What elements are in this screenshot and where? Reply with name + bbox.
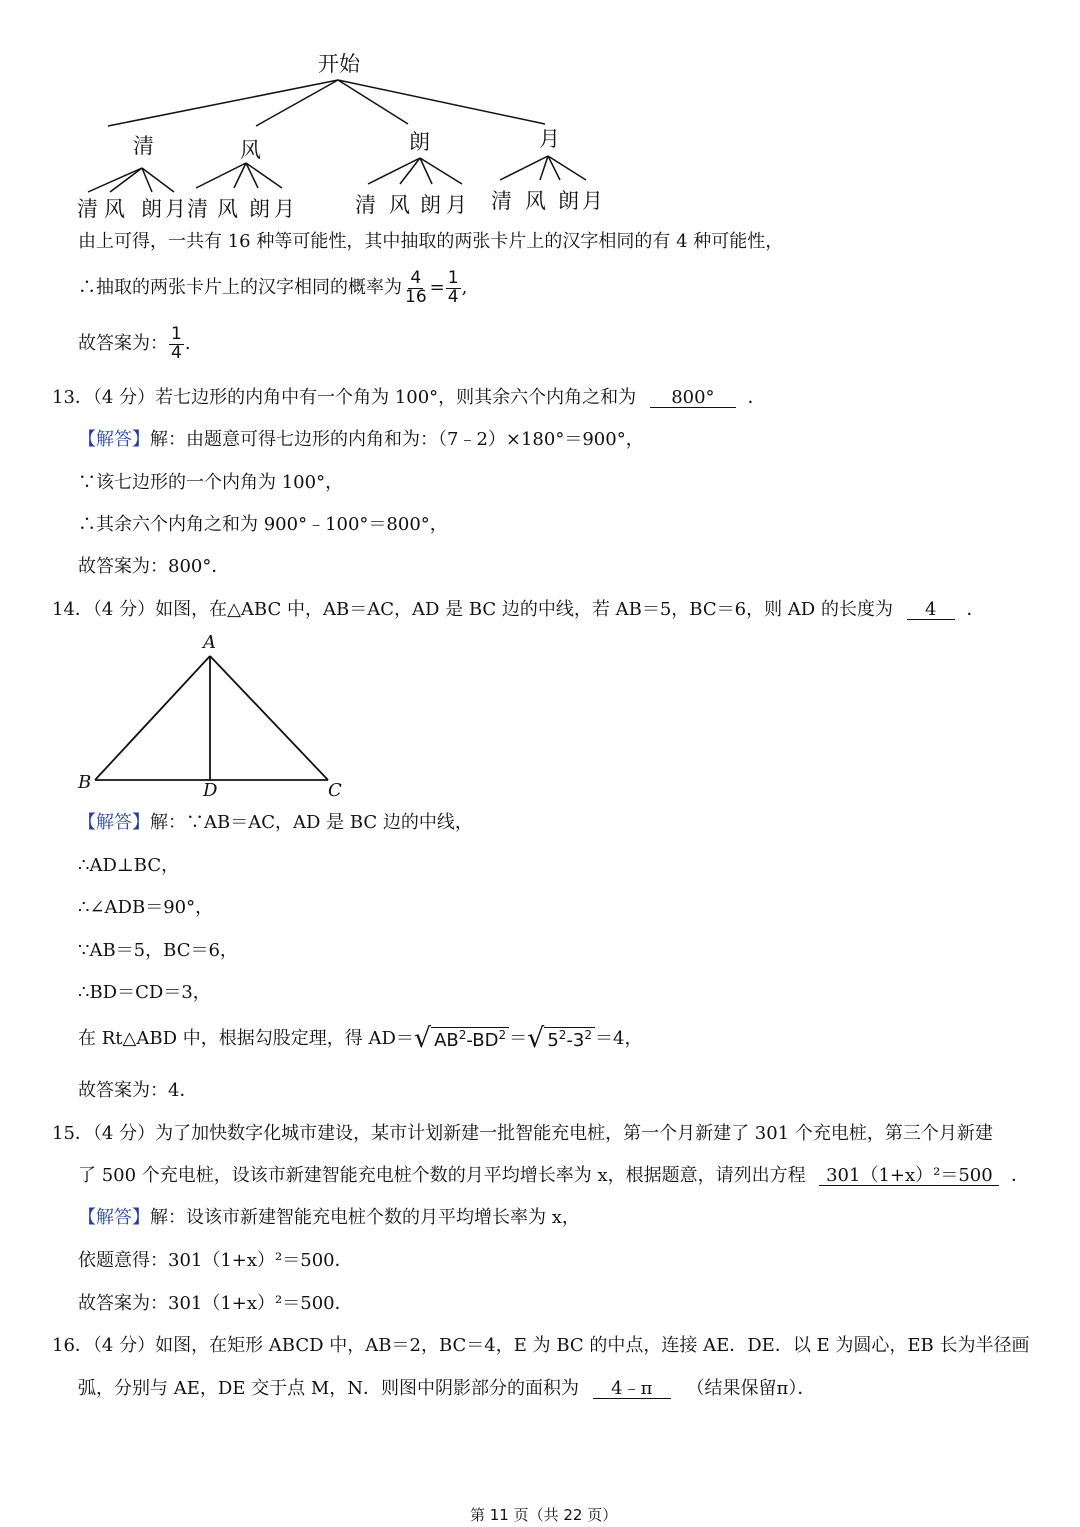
q15-stem-l1: 15．（4 分）为了加快数字化城市建设，某市计划新建一批智能充电桩，第一个月新建了 301 个充电桩，第三个月新建 [52, 1123, 993, 1144]
q16-stem2-text: 弧，分别与 AE，DE 交于点 M，N．则图中阴影部分的面积为 [78, 1378, 580, 1399]
fraction-denominator: 16 [405, 286, 427, 307]
radical-sign: √ [413, 1023, 432, 1054]
fraction-numerator: 1 [171, 324, 182, 344]
q13-answer-blank: 800° [650, 389, 736, 408]
tree-node-feng: 风 [240, 138, 261, 162]
vertex-label-b: B [78, 772, 92, 793]
solution-tag: 【解答】 [78, 1207, 150, 1228]
fraction-denominator: 4 [171, 342, 182, 363]
exponent: 2 [458, 1027, 467, 1042]
q15-end: ． [1011, 1165, 1030, 1186]
solution-tag: 【解答】 [78, 812, 150, 833]
q15-stem-l2 [78, 1167, 1029, 1186]
probability-fraction-1-4 [446, 270, 461, 307]
radicand [544, 1027, 595, 1052]
q14-solution-l4: ∵AB＝5，BC＝6， [78, 940, 238, 961]
radicand-term: -BD [466, 1029, 499, 1051]
tree-leaf: 风 [217, 197, 238, 221]
side-ab [95, 656, 210, 780]
tree-leaf: 风 [525, 189, 546, 213]
tree-leaf: 月 [582, 189, 603, 213]
tree-leaf: 清 [355, 193, 376, 217]
tree-leaf: 月 [274, 197, 295, 221]
tree-leaf: 月 [165, 197, 186, 221]
radical-sign: √ [527, 1023, 545, 1054]
side-ac [210, 656, 328, 780]
sqrt-52-32 [527, 1025, 595, 1052]
q14-end: ． [966, 599, 985, 620]
q15-solution-l3: 故答案为：301（1+x）²＝500． [78, 1293, 353, 1314]
tree-leaf: 月 [446, 193, 467, 217]
q15-stem2-text: 了 500 个充电桩，设该市新建智能充电桩个数的月平均增长率为 x，根据题意，请列出方程 [78, 1165, 806, 1186]
vertex-label-d: D [203, 780, 218, 801]
solution-tag: 【解答】 [78, 429, 150, 450]
q16-answer-blank: 4﹣π [593, 1380, 671, 1399]
q14-solution-l7: 故答案为：4． [78, 1080, 198, 1101]
sqrt-ab2-bd2 [414, 1025, 509, 1052]
tree-leaf: 朗 [141, 197, 162, 221]
exponent: 2 [498, 1027, 507, 1042]
q13-l1-text: 解：由题意可得七边形的内角和为：（7﹣2）×180°＝900°， [150, 429, 644, 450]
q15-answer-blank: 301（1+x）²＝500 [819, 1167, 999, 1186]
tree-leaf: 清 [77, 197, 98, 221]
q12-line2-prefix: ∴抽取的两张卡片上的汉字相同的概率为 [78, 277, 402, 299]
answer-fraction [169, 326, 184, 363]
radicand-term: 5 [547, 1029, 559, 1051]
q15-solution-l2: 依题意得：301（1+x）²＝500． [78, 1250, 353, 1271]
q12-line1: 由上可得，一共有 16 种等可能性，其中抽取的两张卡片上的汉字相同的有 4 种可能性， [78, 231, 784, 252]
tree-root: 开始 [318, 52, 360, 76]
tree-leaf: 清 [491, 189, 512, 213]
q14-stem [52, 601, 984, 620]
fraction-numerator: 4 [410, 268, 422, 288]
q14-l6-suffix: ＝4， [595, 1027, 643, 1049]
radicand-term: AB [434, 1029, 459, 1051]
q14-solution-l5: ∴BD＝CD＝3， [78, 982, 211, 1003]
q13-stem [52, 389, 766, 408]
q14-l6-prefix: 在 Rt△ABD 中，根据勾股定理，得 AD＝ [78, 1027, 414, 1049]
q14-solution-l1 [78, 814, 473, 832]
q14-solution-l3: ∴∠ADB＝90°， [78, 897, 214, 918]
radicand [431, 1027, 509, 1052]
q13-solution-l4: 故答案为：800°． [78, 556, 230, 577]
q14-stem-text: 14．（4 分）如图，在△ABC 中，AB＝AC，AD 是 BC 边的中线，若 AB＝5，BC＝6，则 AD 的长度为 [52, 599, 893, 620]
exponent: 2 [558, 1027, 567, 1042]
vertex-label-a: A [203, 632, 216, 653]
q16-stem-l2 [78, 1380, 815, 1399]
tree-leaf: 朗 [249, 197, 270, 221]
fraction-denominator: 4 [447, 286, 459, 307]
tree-node-yue: 月 [539, 127, 560, 151]
q15-solution-l1 [78, 1209, 580, 1227]
equals-sign: ＝ [509, 1027, 528, 1049]
triangle-abc-figure [70, 630, 370, 805]
q13-solution-l1 [78, 431, 644, 449]
q14-solution-l6 [78, 1025, 642, 1052]
q16-end: （结果保留π）． [686, 1378, 816, 1399]
tree-leaf: 风 [389, 193, 410, 217]
q13-solution-l3: ∴其余六个内角之和为 900°﹣100°＝800°， [78, 514, 448, 535]
page-footer: 第 11 页（共 22 页） [470, 1506, 618, 1524]
tree-node-qing: 清 [133, 134, 154, 158]
q13-solution-l2: ∵该七边形的一个内角为 100°， [78, 472, 344, 493]
tree-node-lang: 朗 [409, 130, 430, 154]
q14-answer-blank: 4 [907, 601, 955, 620]
tree-leaf: 朗 [420, 193, 441, 217]
tree-leaf: 清 [187, 197, 208, 221]
fraction-numerator: 1 [447, 268, 459, 288]
q14-solution-l2: ∴AD⊥BC， [78, 855, 180, 876]
tree-leaf: 风 [104, 197, 125, 221]
q13-end: ． [747, 387, 766, 408]
q12-line2 [78, 270, 467, 307]
q13-stem-text: 13．（4 分）若七边形的内角中有一个角为 100°，则其余六个内角之和为 [52, 387, 637, 408]
vertex-label-c: C [328, 780, 342, 801]
q16-stem-l1: 16．（4 分）如图，在矩形 ABCD 中，AB＝2，BC＝4，E 为 BC 的中点，连接 AE．DE．以 E 为圆心，EB 长为半径画 [52, 1335, 1030, 1356]
exponent: 2 [584, 1027, 593, 1042]
answer-prefix: 故答案为： [78, 333, 168, 355]
q12-answer [78, 326, 191, 363]
q14-l1-text: 解：∵AB＝AC，AD 是 BC 边的中线， [150, 812, 473, 833]
radicand-term: -3 [566, 1029, 585, 1051]
equals-sign: = [429, 277, 445, 299]
tree-leaf: 朗 [558, 189, 579, 213]
comma: , [461, 277, 468, 299]
period: . [184, 333, 191, 355]
probability-fraction-4-16 [403, 270, 429, 307]
q15-l1-text: 解：设该市新建智能充电桩个数的月平均增长率为 x， [150, 1207, 580, 1228]
